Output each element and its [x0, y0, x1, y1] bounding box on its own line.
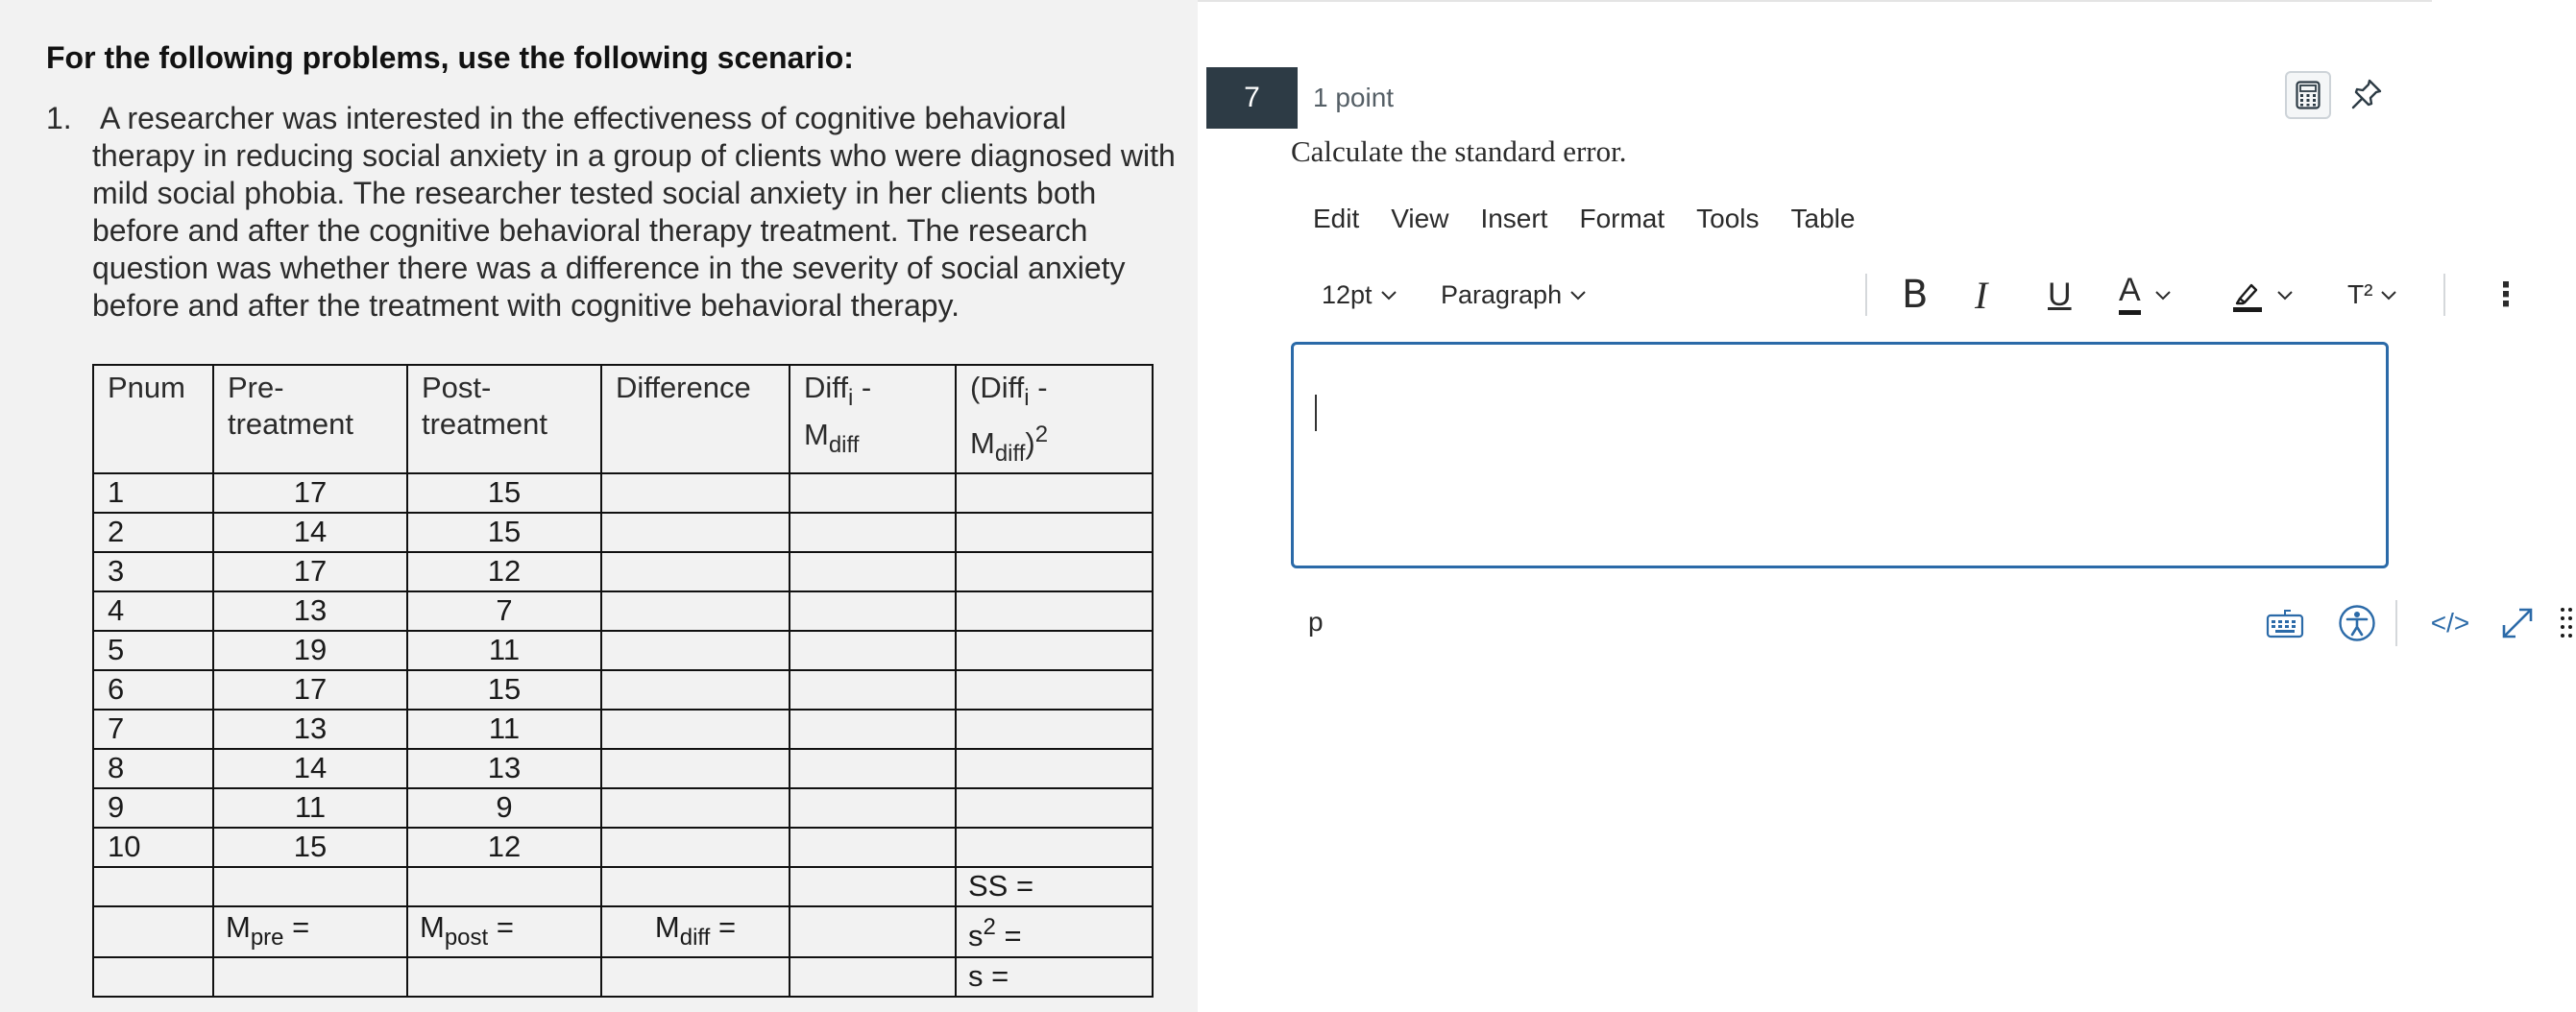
col-header-difference: Difference: [601, 365, 790, 473]
cell-empty: [601, 591, 790, 631]
fullscreen-button[interactable]: [2495, 599, 2540, 647]
element-path[interactable]: p: [1308, 607, 1324, 637]
cell-pnum: 3: [93, 552, 213, 591]
accessibility-icon: [2338, 604, 2376, 642]
superscript-button[interactable]: [2347, 271, 2397, 319]
cell-empty: [213, 867, 407, 906]
bold-button[interactable]: B: [1902, 273, 1929, 317]
cell-empty: [601, 631, 790, 670]
cell-empty: [956, 552, 1153, 591]
block-format-value: Paragraph: [1441, 279, 1563, 309]
question-panel: [1198, 0, 2522, 1012]
col-header-pre: Pre- treatment: [213, 365, 407, 473]
cell-pre: 11: [213, 788, 407, 828]
cell-pre: 15: [213, 828, 407, 867]
cell-post: 11: [407, 710, 601, 749]
cell-empty: [601, 473, 790, 513]
cell-empty: [213, 957, 407, 997]
cell-pre: 17: [213, 552, 407, 591]
cell-pre: 17: [213, 670, 407, 710]
editor-toolbar: [1310, 271, 2522, 319]
cell-empty: [790, 906, 956, 957]
cell-empty: [407, 867, 601, 906]
superscript-icon: T²: [2347, 279, 2373, 309]
cell-empty: [790, 473, 956, 513]
keyboard-icon: [2266, 608, 2304, 639]
answer-editor[interactable]: [1291, 342, 2389, 568]
cell-empty: [956, 670, 1153, 710]
table-row: [93, 828, 1153, 867]
cell-empty: [93, 906, 213, 957]
question-points: 1 point: [1313, 83, 1395, 112]
accessibility-checker-button[interactable]: [2335, 599, 2379, 647]
cell-post: 12: [407, 828, 601, 867]
menu-view[interactable]: View: [1391, 204, 1449, 233]
pin-button[interactable]: [2347, 75, 2386, 113]
cell-empty: [790, 670, 956, 710]
font-size-select[interactable]: [1322, 271, 1397, 319]
table-row: [93, 749, 1153, 788]
cell-empty: [790, 867, 956, 906]
scenario-panel: [0, 0, 1198, 1012]
cell-empty: [790, 710, 956, 749]
drag-handle-icon: [2560, 606, 2573, 640]
cell-empty: [407, 957, 601, 997]
cell-empty: [93, 957, 213, 997]
cell-empty: [93, 867, 213, 906]
cell-empty: [601, 670, 790, 710]
table-footer-row-sd: [93, 957, 1153, 997]
cell-empty: [790, 828, 956, 867]
question-number-badge: 7: [1206, 67, 1298, 129]
data-table: [92, 364, 1154, 998]
chevron-down-icon: [2154, 289, 2172, 301]
cell-post: 11: [407, 631, 601, 670]
cell-empty: [956, 591, 1153, 631]
cell-mean-pre-label: $M_{pre}$ =: [213, 906, 407, 957]
col-header-squared-deviation: (Diff$_i$ - $M_{diff})^2$: [956, 365, 1153, 473]
cell-empty: [601, 828, 790, 867]
cell-empty: [790, 552, 956, 591]
menu-insert[interactable]: Insert: [1480, 204, 1548, 233]
calculator-button[interactable]: [2285, 71, 2331, 119]
cell-ss-label: SS =: [956, 867, 1153, 906]
chevron-down-icon: [1380, 289, 1397, 301]
cell-empty: [790, 513, 956, 552]
cell-empty: [956, 828, 1153, 867]
cell-variance-label: $s^2$ =: [956, 906, 1153, 957]
table-footer-row-means: [93, 906, 1153, 957]
cell-post: 15: [407, 670, 601, 710]
cell-pnum: 4: [93, 591, 213, 631]
col-header-pnum: Pnum: [93, 365, 213, 473]
table-row: [93, 591, 1153, 631]
cell-pnum: 2: [93, 513, 213, 552]
cell-pre: 14: [213, 513, 407, 552]
font-size-value: 12pt: [1322, 279, 1373, 309]
scenario-heading: For the following problems, use the following scenario:: [46, 40, 854, 75]
table-footer-row-ss: [93, 867, 1153, 906]
text-caret: [1315, 395, 1317, 431]
problem-number: 1.: [46, 101, 72, 135]
cell-pre: 13: [213, 591, 407, 631]
cell-post: 13: [407, 749, 601, 788]
cell-sd-label: s =: [956, 957, 1153, 997]
expand-icon: [2498, 604, 2537, 642]
cell-empty: [956, 513, 1153, 552]
italic-button[interactable]: I: [1975, 273, 1988, 317]
cell-pnum: 7: [93, 710, 213, 749]
cell-pnum: 9: [93, 788, 213, 828]
cell-empty: [601, 552, 790, 591]
underline-button[interactable]: U: [2048, 276, 2072, 313]
problem-line: before and after the treatment with cognitive behavioral therapy.: [92, 288, 960, 323]
problem-line: before and after the cognitive behavioral therapy treatment. The research: [92, 213, 1088, 248]
problem-line: question was whether there was a difference in the severity of social anxiety: [92, 251, 1126, 285]
cell-empty: [601, 749, 790, 788]
table-row: [93, 552, 1153, 591]
html-editor-button[interactable]: </>: [2430, 608, 2470, 638]
block-format-select[interactable]: [1441, 271, 1587, 319]
editor-menubar: [1313, 204, 1886, 234]
cell-empty: [790, 957, 956, 997]
cell-post: 7: [407, 591, 601, 631]
cell-empty: [790, 788, 956, 828]
cell-pnum: 10: [93, 828, 213, 867]
menu-table[interactable]: Table: [1790, 204, 1856, 233]
cell-empty: [956, 749, 1153, 788]
cell-pre: 14: [213, 749, 407, 788]
cell-pre: 17: [213, 473, 407, 513]
chevron-down-icon: [1569, 289, 1587, 301]
menu-tools[interactable]: Tools: [1696, 204, 1760, 233]
text-color-button[interactable]: [2119, 271, 2172, 319]
cell-post: 9: [407, 788, 601, 828]
col-header-post: Post- treatment: [407, 365, 601, 473]
cell-empty: [601, 788, 790, 828]
table-row: [93, 788, 1153, 828]
cell-mean-post-label: $M_{post}$ =: [407, 906, 601, 957]
more-toolbar-button[interactable]: ⋮: [2490, 277, 2522, 313]
chevron-down-icon: [2380, 289, 2397, 301]
cell-empty: [790, 749, 956, 788]
table-row: [93, 710, 1153, 749]
cell-mean-diff-label: $M_{diff}$ =: [601, 906, 790, 957]
problem-line: therapy in reducing social anxiety in a group of clients who were diagnosed with: [92, 138, 1176, 173]
table-row: [93, 670, 1153, 710]
cell-empty: [956, 631, 1153, 670]
cell-pnum: 1: [93, 473, 213, 513]
editor-statusbar: [1308, 599, 2470, 647]
question-prompt: Calculate the standard error.: [1291, 134, 1627, 168]
cell-pnum: 8: [93, 749, 213, 788]
col-header-diff-minus-mean: Diff$_i$ - $M_{diff}$: [790, 365, 956, 473]
cell-empty: [790, 631, 956, 670]
cell-empty: [601, 513, 790, 552]
cell-empty: [601, 710, 790, 749]
table-row: [93, 631, 1153, 670]
text-color-icon: A: [2119, 276, 2141, 315]
calculator-icon: [2296, 81, 2321, 109]
cell-empty: [790, 591, 956, 631]
cell-empty: [601, 867, 790, 906]
menu-edit[interactable]: Edit: [1313, 204, 1360, 233]
cell-post: 15: [407, 473, 601, 513]
chevron-down-icon: [2276, 289, 2294, 301]
table-row: [93, 473, 1153, 513]
pin-icon: [2350, 78, 2383, 110]
cell-empty: [956, 788, 1153, 828]
keyboard-shortcuts-button[interactable]: [2263, 599, 2307, 647]
cell-post: 12: [407, 552, 601, 591]
cell-pre: 13: [213, 710, 407, 749]
cell-empty: [956, 710, 1153, 749]
menu-format[interactable]: Format: [1579, 204, 1665, 233]
table-row: [93, 513, 1153, 552]
table-header-row: [93, 365, 1153, 473]
cell-pre: 19: [213, 631, 407, 670]
resize-handle[interactable]: [2557, 599, 2576, 647]
highlight-color-button[interactable]: [2232, 271, 2294, 319]
cell-pnum: 5: [93, 631, 213, 670]
highlighter-icon: [2232, 277, 2263, 312]
cell-empty: [956, 473, 1153, 513]
cell-pnum: 6: [93, 670, 213, 710]
cell-post: 15: [407, 513, 601, 552]
problem-line: A researcher was interested in the effectiveness of cognitive behavioral: [100, 101, 1067, 135]
problem-line: mild social phobia. The researcher tested social anxiety in her clients both: [92, 176, 1097, 210]
cell-empty: [601, 957, 790, 997]
